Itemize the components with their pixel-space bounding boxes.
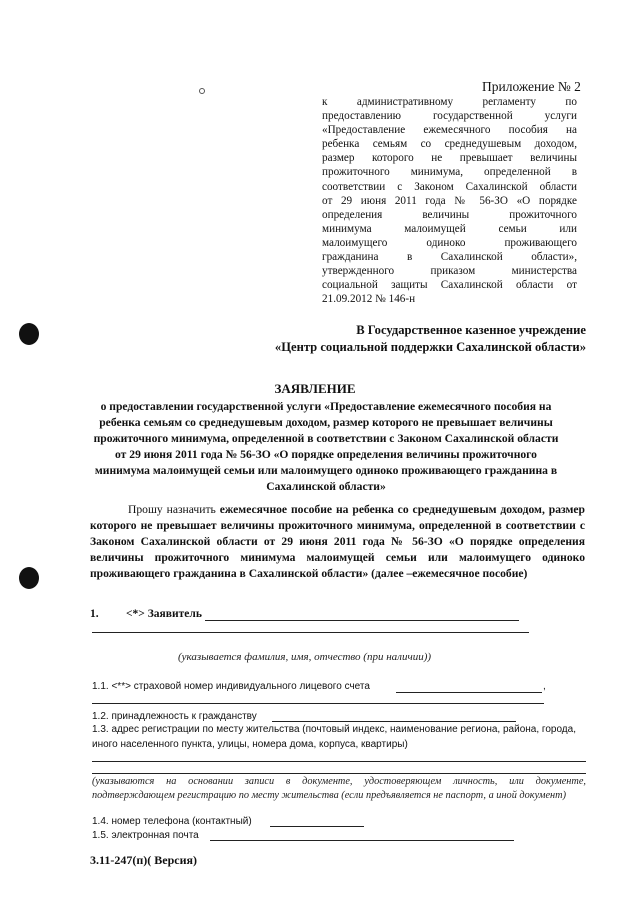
- addressee-line: «Центр социальной поддержки Сахалинской области»: [274, 340, 586, 354]
- snils-label: 1.1. <**> страховой номер индивидуального лицевого счета: [92, 681, 370, 692]
- applicant-name-field[interactable]: [205, 620, 519, 621]
- regulation-line: определения величины прожиточного: [322, 208, 577, 221]
- email-label: 1.5. электронная почта: [92, 830, 199, 841]
- item1-number: 1.: [90, 608, 99, 620]
- statement-body: [90, 502, 585, 582]
- regulation-line: к административному регламенту по: [322, 96, 577, 108]
- regulation-line: прожиточного минимума, определенной в: [322, 166, 577, 179]
- appendix-title: Приложение № 2: [482, 79, 581, 94]
- applicant-name-field-continued[interactable]: [92, 632, 529, 633]
- phone-label: 1.4. номер телефона (контактный): [92, 816, 252, 827]
- addressee-line: В Государственное казенное учреждение: [356, 323, 586, 337]
- address-label: 1.3. адрес регистрации по месту жительства (почтовый индекс, наименование региона, района, города, иного населенного пункта, улицы, номера дома, корпуса, квартиры): [92, 724, 576, 750]
- regulation-line: предоставлению государственной услуги: [322, 110, 577, 123]
- regulation-line: гражданина в Сахалинской области»,: [322, 251, 577, 264]
- email-field[interactable]: [210, 840, 514, 841]
- applicant-name-hint: (указывается фамилия, имя, отчество (при наличии)): [178, 651, 432, 663]
- snils-comma: ,: [543, 681, 546, 692]
- snils-field-continued[interactable]: [92, 703, 544, 704]
- scan-speck: [199, 88, 205, 94]
- address-field-continued[interactable]: [92, 773, 586, 774]
- item1-label: <*> Заявитель: [126, 608, 202, 620]
- punch-hole-top: [19, 323, 39, 345]
- citizenship-label: 1.2. принадлежность к гражданству: [92, 711, 257, 722]
- addressee-block: [275, 322, 586, 356]
- regulation-line: минимума малоимущей семьи или: [322, 222, 577, 235]
- document-code: 3.11-247(п)( Версия): [90, 853, 197, 867]
- regulation-line: ребенка семьям со среднедушевым доходом,: [322, 138, 577, 151]
- body-bold-text: ежемесячное пособие на ребенка со среднедушевым доходом, размер которого не превышает величины прожиточного минимума, определенной в соответствии с Законом Сахалинской области от 29 июня 2011 года № 56-ЗО «О порядке определения величины прожиточного минимума малоимущей семьи или малоимущего одиноко проживающего гражданина в Сахалинской области» (далее –ежемесячное пособие): [90, 503, 585, 580]
- address-hint: (указываются на основании записи в документе, удостоверяющем личность, или документе, подтверждающем регистрацию по месту жительства (если предъявляется не паспорт, а иной документ): [92, 776, 586, 801]
- regulation-line: «Предоставление ежемесячного пособия на: [322, 124, 577, 137]
- citizenship-field[interactable]: [272, 721, 516, 722]
- regulation-line: малоимущего одиноко проживающего: [322, 236, 577, 249]
- statement-title: ЗАЯВЛЕНИЕ: [274, 381, 356, 396]
- regulation-line: от 29 июня 2011 года № 56-ЗО «О порядке: [322, 194, 577, 207]
- punch-hole-bottom: [19, 567, 39, 589]
- regulation-line: размер которого не превышает величины: [322, 152, 577, 165]
- regulation-line: 21.09.2012 № 146-н: [322, 293, 416, 306]
- address-field[interactable]: [92, 761, 586, 762]
- regulation-reference: [322, 95, 577, 306]
- regulation-line: социальной защиты Сахалинской области от: [322, 279, 577, 292]
- phone-field[interactable]: [270, 826, 364, 827]
- statement-subtitle: о предоставлении государственной услуги «Предоставление ежемесячного пособия на ребенка семьям со среднедушевым доходом, размер которого не превышает величины прожиточного минимума, определенной в соответствии с Законом Сахалинской области от 29 июня 2011 года № 56-ЗО «О порядке определения величины прожиточного минимума малоимущей семьи или малоимущего одиноко проживающего гражданина в Сахалинской области»: [93, 400, 559, 494]
- regulation-line: соответствии с Законом Сахалинской области: [322, 180, 577, 193]
- snils-field[interactable]: [396, 692, 542, 693]
- body-prefix: Прошу назначить: [128, 503, 216, 516]
- regulation-line: утвержденного приказом министерства: [322, 265, 577, 278]
